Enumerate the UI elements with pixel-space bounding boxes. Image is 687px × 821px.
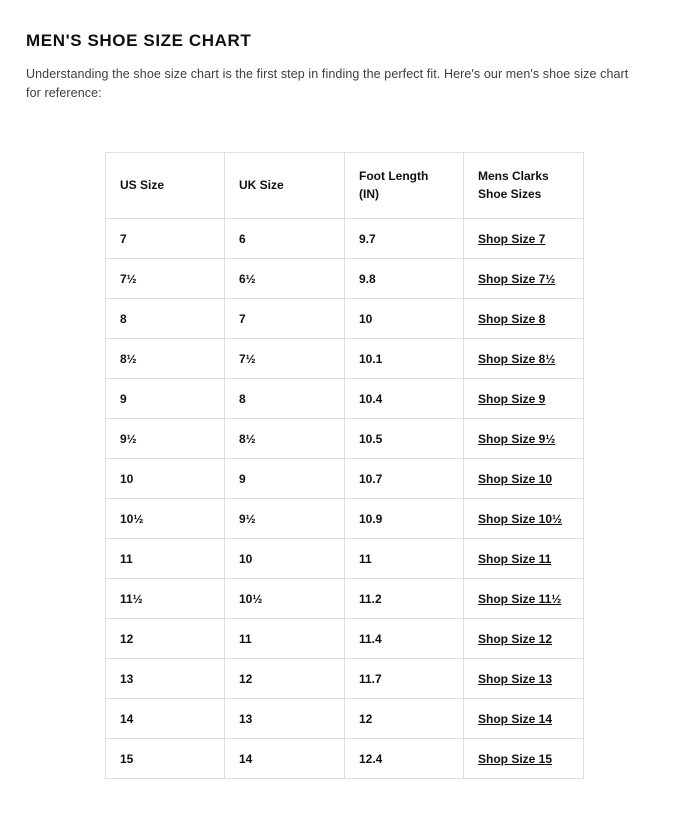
- cell-foot-length: 10.9: [345, 499, 464, 539]
- shop-size-link[interactable]: Shop Size 7: [478, 231, 546, 246]
- cell-us-size: 11½: [106, 579, 225, 619]
- cell-shop-link: [464, 419, 584, 459]
- cell-uk-size: 9: [225, 459, 345, 499]
- table-row: [106, 579, 584, 619]
- shop-size-link[interactable]: Shop Size 15: [478, 751, 553, 766]
- shop-size-link[interactable]: Shop Size 10½: [478, 511, 563, 526]
- cell-us-size: 14: [106, 699, 225, 739]
- cell-shop-link: [464, 299, 584, 339]
- cell-shop-link: [464, 259, 584, 299]
- cell-shop-link: [464, 499, 584, 539]
- table-row: [106, 419, 584, 459]
- column-header-us-size: [106, 153, 225, 219]
- intro-paragraph: Understanding the shoe size chart is the first step in finding the perfect fit. Here's our men's shoe size chart for reference:: [26, 66, 629, 100]
- table-body: [106, 219, 584, 779]
- cell-foot-length: 11.7: [345, 659, 464, 699]
- table-row: [106, 379, 584, 419]
- shop-size-link[interactable]: Shop Size 11½: [478, 591, 562, 606]
- size-chart-table: [105, 152, 584, 779]
- shop-size-link[interactable]: Shop Size 9: [478, 391, 546, 406]
- cell-shop-link: [464, 699, 584, 739]
- cell-foot-length: 12.4: [345, 739, 464, 779]
- cell-uk-size: 13: [225, 699, 345, 739]
- cell-us-size: 13: [106, 659, 225, 699]
- cell-foot-length: 11.4: [345, 619, 464, 659]
- table-row: [106, 619, 584, 659]
- cell-foot-length: 9.8: [345, 259, 464, 299]
- cell-shop-link: [464, 379, 584, 419]
- cell-uk-size: 7: [225, 299, 345, 339]
- table-header: [106, 153, 584, 219]
- page-title: MEN'S SHOE SIZE CHART: [26, 31, 252, 51]
- table-row: [106, 659, 584, 699]
- cell-foot-length: 9.7: [345, 219, 464, 259]
- cell-shop-link: [464, 659, 584, 699]
- cell-uk-size: 14: [225, 739, 345, 779]
- table-row: [106, 499, 584, 539]
- shop-size-link[interactable]: Shop Size 11: [478, 551, 552, 566]
- table-row: [106, 539, 584, 579]
- column-header-line1: Mens Clarks: [478, 169, 549, 184]
- table-header-row: [106, 153, 584, 219]
- cell-us-size: 8: [106, 299, 225, 339]
- table-row: [106, 699, 584, 739]
- size-chart-table-wrapper: [105, 152, 583, 779]
- cell-foot-length: 11: [345, 539, 464, 579]
- column-header-line1: Foot Length: [359, 169, 429, 184]
- column-header-line2: (IN): [359, 186, 379, 201]
- table-row: [106, 259, 584, 299]
- shop-size-link[interactable]: Shop Size 7½: [478, 271, 556, 286]
- cell-us-size: 9½: [106, 419, 225, 459]
- cell-us-size: 7½: [106, 259, 225, 299]
- cell-uk-size: 8½: [225, 419, 345, 459]
- shop-size-link[interactable]: Shop Size 10: [478, 471, 553, 486]
- cell-uk-size: 7½: [225, 339, 345, 379]
- cell-foot-length: 12: [345, 699, 464, 739]
- cell-shop-link: [464, 339, 584, 379]
- shop-size-link[interactable]: Shop Size 8½: [478, 351, 556, 366]
- table-row: [106, 459, 584, 499]
- cell-us-size: 15: [106, 739, 225, 779]
- shop-size-link[interactable]: Shop Size 14: [478, 711, 553, 726]
- table-row: [106, 299, 584, 339]
- cell-uk-size: 10½: [225, 579, 345, 619]
- cell-us-size: 8½: [106, 339, 225, 379]
- shop-size-link[interactable]: Shop Size 9½: [478, 431, 556, 446]
- cell-uk-size: 8: [225, 379, 345, 419]
- cell-foot-length: 10.1: [345, 339, 464, 379]
- cell-us-size: 9: [106, 379, 225, 419]
- shop-size-link[interactable]: Shop Size 8: [478, 311, 546, 326]
- column-header-line1: US Size: [120, 177, 165, 192]
- table-row: [106, 219, 584, 259]
- cell-uk-size: 11: [225, 619, 345, 659]
- cell-us-size: 7: [106, 219, 225, 259]
- cell-shop-link: [464, 619, 584, 659]
- cell-uk-size: 10: [225, 539, 345, 579]
- cell-uk-size: 12: [225, 659, 345, 699]
- cell-us-size: 12: [106, 619, 225, 659]
- column-header-foot-length: [345, 153, 464, 219]
- shop-size-link[interactable]: Shop Size 12: [478, 631, 553, 646]
- cell-shop-link: [464, 539, 584, 579]
- table-row: [106, 739, 584, 779]
- column-header-uk-size: [225, 153, 345, 219]
- cell-foot-length: 10.7: [345, 459, 464, 499]
- cell-uk-size: 6: [225, 219, 345, 259]
- cell-uk-size: 6½: [225, 259, 345, 299]
- column-header-line1: UK Size: [239, 177, 284, 192]
- cell-us-size: 11: [106, 539, 225, 579]
- cell-foot-length: 10.5: [345, 419, 464, 459]
- shop-size-link[interactable]: Shop Size 13: [478, 671, 553, 686]
- cell-shop-link: [464, 739, 584, 779]
- cell-us-size: 10: [106, 459, 225, 499]
- table-row: [106, 339, 584, 379]
- cell-foot-length: 10: [345, 299, 464, 339]
- cell-foot-length: 10.4: [345, 379, 464, 419]
- cell-foot-length: 11.2: [345, 579, 464, 619]
- cell-uk-size: 9½: [225, 499, 345, 539]
- cell-us-size: 10½: [106, 499, 225, 539]
- column-header-line2: Shoe Sizes: [478, 186, 542, 201]
- cell-shop-link: [464, 459, 584, 499]
- cell-shop-link: [464, 579, 584, 619]
- column-header-clarks-shoe-sizes: [464, 153, 584, 219]
- cell-shop-link: [464, 219, 584, 259]
